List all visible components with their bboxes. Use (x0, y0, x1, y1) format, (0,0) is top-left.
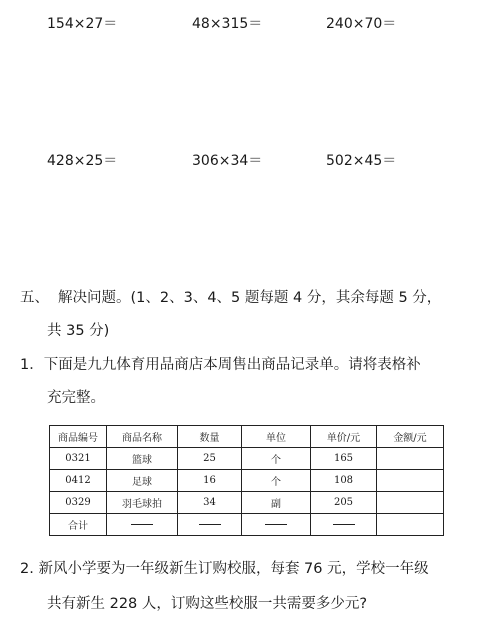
table-row (50, 470, 444, 492)
col-header-unit-price: 单价/元 (311, 426, 377, 448)
section-number: 五、 (20, 290, 49, 306)
cell-item-name: 足球 (107, 470, 178, 492)
calc-problem: 428×25＝ (47, 153, 118, 169)
cell-quantity: 34 (178, 492, 242, 514)
cell-dash (107, 514, 178, 536)
cell-quantity: 25 (178, 448, 242, 470)
dash-mark (131, 524, 153, 525)
col-header-unit: 单位 (242, 426, 311, 448)
calc-problem: 48×315＝ (192, 16, 263, 32)
cell-unit: 个 (242, 448, 311, 470)
col-header-item-code: 商品编号 (50, 426, 107, 448)
cell-dash (242, 514, 311, 536)
calc-problem: 240×70＝ (326, 16, 397, 32)
col-header-quantity: 数量 (178, 426, 242, 448)
cell-quantity: 16 (178, 470, 242, 492)
cell-unit: 副 (242, 492, 311, 514)
question-2-cont: 共有新生 228 人，订购这些校服一共需要多少元? (47, 596, 368, 612)
sales-record-table (49, 425, 444, 536)
cell-dash (311, 514, 377, 536)
calc-problem: 306×34＝ (192, 153, 263, 169)
cell-unit-price: 165 (311, 448, 377, 470)
col-header-item-name: 商品名称 (107, 426, 178, 448)
table-row (50, 492, 444, 514)
calc-problem: 154×27＝ (47, 16, 118, 32)
question-1-cont: 充完整。 (47, 390, 105, 406)
question-1: 1．下面是九九体育用品商店本周售出商品记录单。请将表格补 (20, 357, 421, 373)
dash-mark (199, 524, 221, 525)
cell-item-name: 篮球 (107, 448, 178, 470)
cell-amount-blank[interactable] (377, 492, 444, 514)
col-header-amount: 金额/元 (377, 426, 444, 448)
cell-amount-blank[interactable] (377, 470, 444, 492)
cell-unit-price: 108 (311, 470, 377, 492)
cell-item-name: 羽毛球拍 (107, 492, 178, 514)
cell-amount-blank[interactable] (377, 448, 444, 470)
dash-mark (333, 524, 355, 525)
table-total-row (50, 514, 444, 536)
cell-dash (178, 514, 242, 536)
cell-unit-price: 205 (311, 492, 377, 514)
cell-unit: 个 (242, 470, 311, 492)
cell-item-code: 0329 (50, 492, 107, 514)
section-title: 解决问题。(1、2、3、4、5 题每题 4 分，其余每题 5 分， (58, 290, 442, 306)
cell-item-code: 0321 (50, 448, 107, 470)
cell-item-code: 0412 (50, 470, 107, 492)
section-title-cont: 共 35 分) (47, 323, 110, 339)
question-2: 2. 新风小学要为一年级新生订购校服，每套 76 元，学校一年级 (20, 561, 429, 577)
dash-mark (265, 524, 287, 525)
cell-total-label: 合计 (50, 514, 107, 536)
table-header-row (50, 426, 444, 448)
calc-problem: 502×45＝ (326, 153, 397, 169)
cell-total-amount-blank[interactable] (377, 514, 444, 536)
table-row (50, 448, 444, 470)
